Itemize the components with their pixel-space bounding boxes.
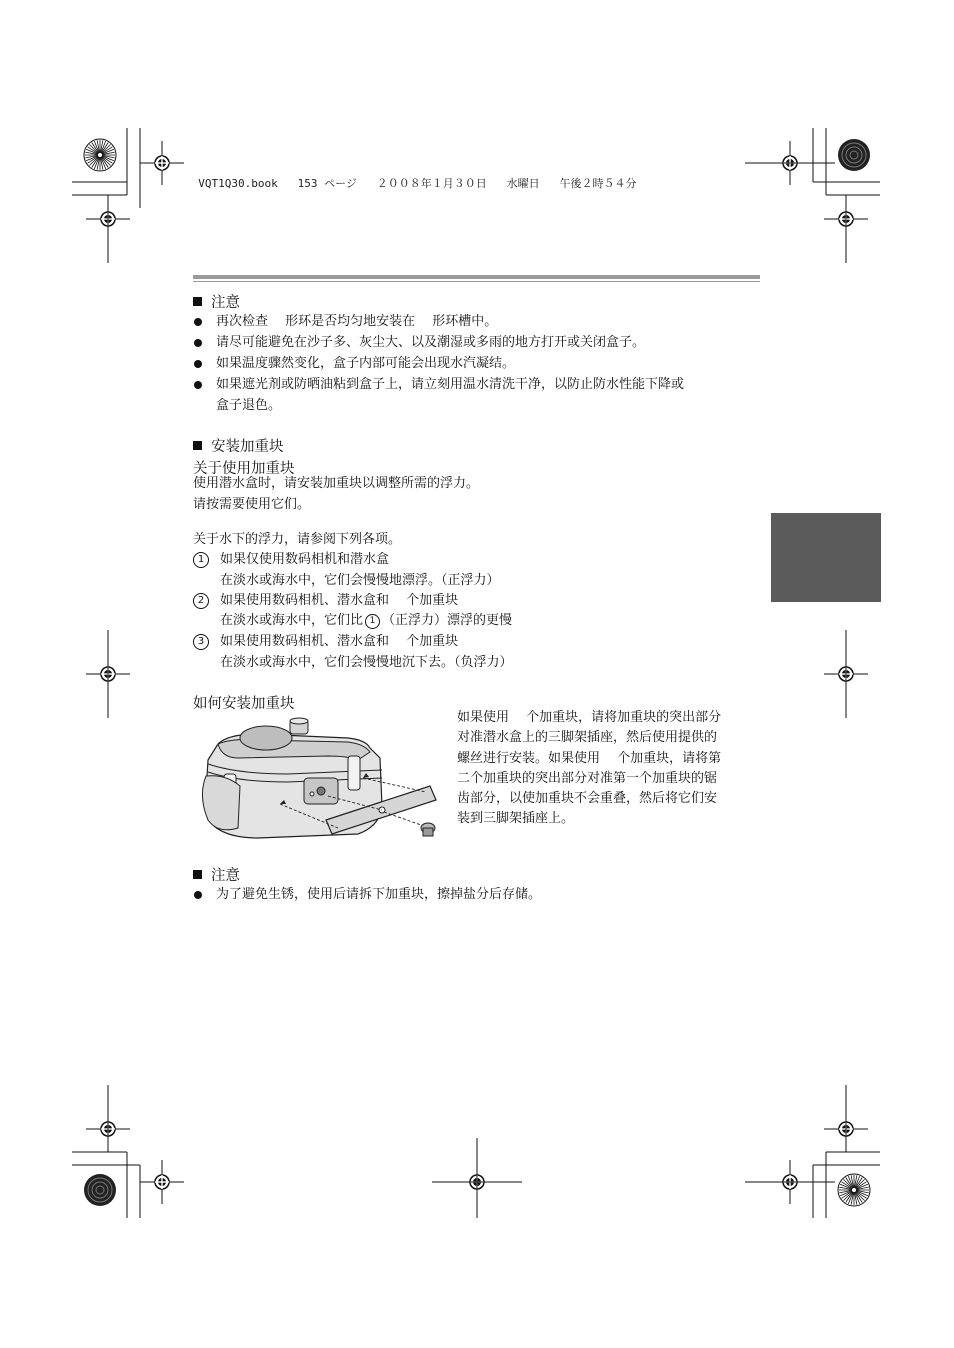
top-rule-thin <box>193 281 760 282</box>
install-subheading: 关于使用加重块 <box>193 461 295 477</box>
buoyancy-item: 如果仅使用数码相机和潜水盒 <box>220 552 390 567</box>
howto-text: 如果使用 个加重块，请将加重块的突出部分 对准潜水盒上的三脚架插座，然后使用提供的 螺丝进行安装。如果使用 个加重块，请将第 二个加重块的突出部分对准第一个加重块的锯 齿部分，以使加重块不会重叠，然后将它们安 装到三脚架插座上。 <box>457 710 722 827</box>
caution-heading: 注意 <box>193 291 240 312</box>
header-page: 153 <box>297 177 318 190</box>
header-weekday: 水曜日 <box>506 177 540 190</box>
caution-item: 如果温度骤然变化，盒子内部可能会出现水汽凝结。 <box>216 356 516 371</box>
item-number-3: 3 <box>193 634 209 650</box>
bullet-dot-icon <box>194 381 202 389</box>
item-number-1: 1 <box>193 552 209 568</box>
buoyancy-item-detail: 在淡水或海水中，它们比 1 （正浮力）漂浮的更慢 <box>220 613 513 628</box>
header-date: ２００８年１月３０日 <box>376 177 487 190</box>
howto-heading: 如何安装加重块 <box>193 696 295 712</box>
square-bullet-icon <box>193 441 202 450</box>
item-number-2: 2 <box>193 593 209 609</box>
header-page-suffix: ページ <box>324 177 357 190</box>
bullet-dot-icon <box>194 339 202 347</box>
buoyancy-item: 如果使用数码相机、潜水盒和 个加重块 <box>220 593 459 608</box>
print-header <box>185 162 637 191</box>
item-reference-1: 1 <box>365 614 380 629</box>
weight-installation-illustration <box>198 716 444 850</box>
bullet-dot-icon <box>194 318 202 326</box>
chapter-side-tab <box>771 513 881 602</box>
install-text: 请按需要使用它们。 <box>193 497 311 512</box>
caution-item-continuation: 盒子退色。 <box>216 398 282 413</box>
caution-heading-2: 注意 <box>193 864 240 885</box>
caution-item: 再次检查 形环是否均匀地安装在 形环槽中。 <box>216 314 498 329</box>
caution-item: 为了避免生锈，使用后请拆下加重块，擦掉盐分后存储。 <box>216 887 542 902</box>
buoyancy-item-detail: 在淡水或海水中，它们会慢慢地漂浮。（正浮力） <box>220 573 500 588</box>
bullet-dot-icon <box>194 360 202 368</box>
buoyancy-intro: 关于水下的浮力，请参阅下列各项。 <box>193 532 402 547</box>
install-text: 使用潜水盒时，请安装加重块以调整所需的浮力。 <box>193 476 480 491</box>
top-rule-thick <box>193 275 760 279</box>
install-weights-heading: 安装加重块 <box>193 435 284 456</box>
caution-item: 请尽可能避免在沙子多、灰尘大、以及潮湿或多雨的地方打开或关闭盒子。 <box>216 335 646 350</box>
buoyancy-item: 如果使用数码相机、潜水盒和 个加重块 <box>220 634 459 649</box>
buoyancy-item-detail: 在淡水或海水中，它们会慢慢地沉下去。（负浮力） <box>220 655 513 670</box>
header-time: 午後２時５４分 <box>559 177 637 190</box>
square-bullet-icon <box>193 297 202 306</box>
bullet-dot-icon <box>194 891 202 899</box>
caution-item: 如果遮光剂或防晒油粘到盒子上，请立刻用温水清洗干净，以防止防水性能下降或 <box>216 377 685 392</box>
square-bullet-icon <box>193 870 202 879</box>
header-filename: VQT1Q30.book <box>198 177 278 190</box>
